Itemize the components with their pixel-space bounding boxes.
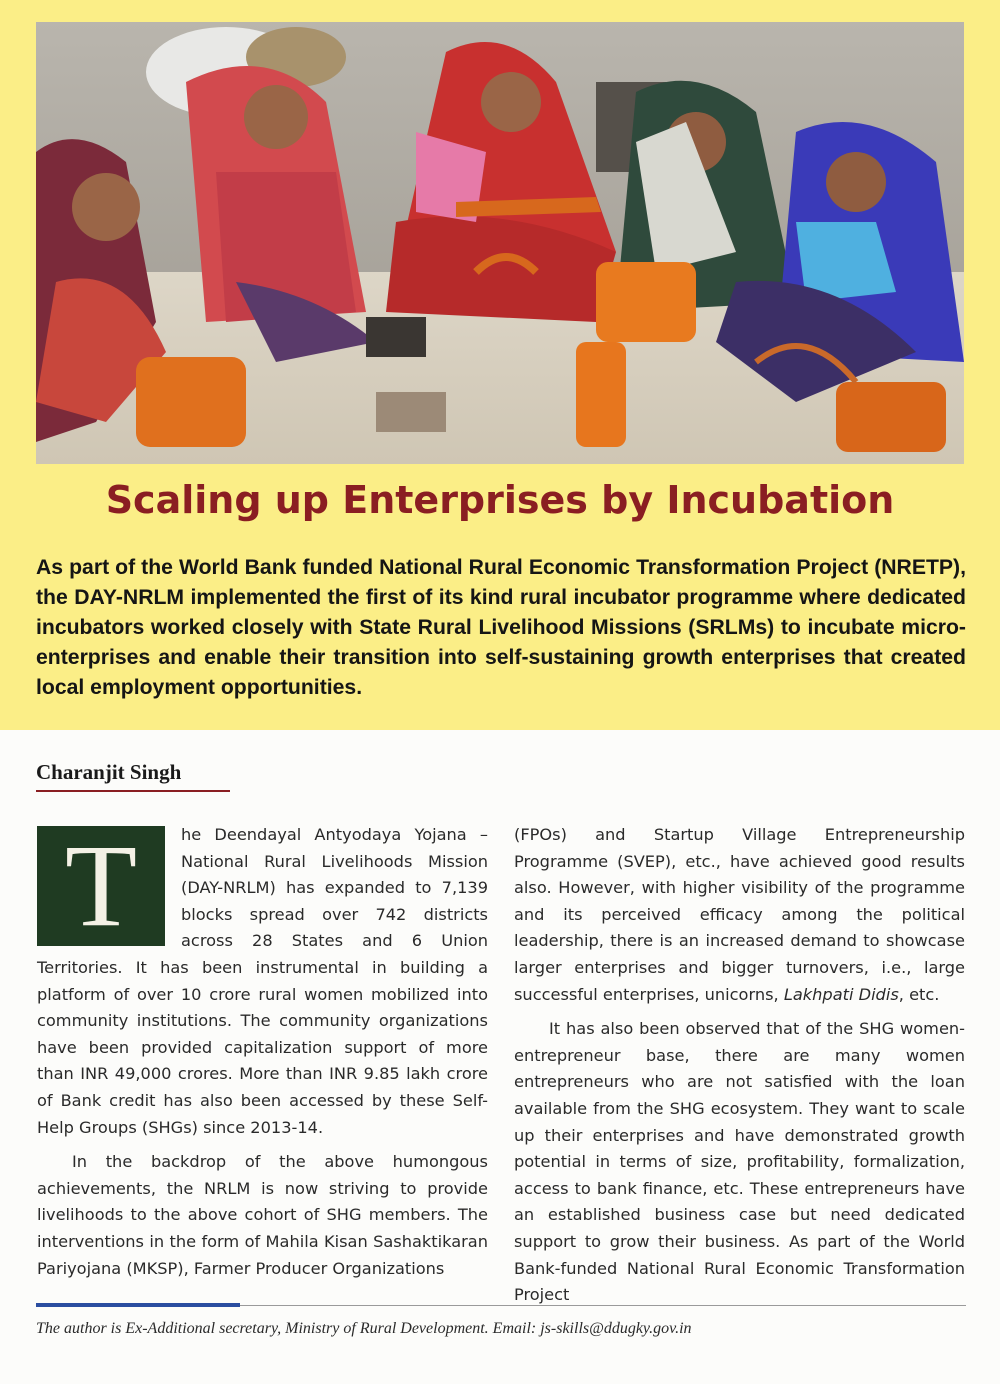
paragraph-3-ending: , etc. xyxy=(898,984,940,1004)
footnote-divider-accent xyxy=(36,1303,240,1307)
body-paragraph-3 xyxy=(514,822,965,1008)
body-paragraph-1 xyxy=(37,822,488,1141)
body-paragraph-2: In the backdrop of the above humongous achievements, the NRLM is now striving to provide livelihoods to the above cohort of SHG members. The interventions in the form of Mahila Kisan Sashaktikaran Pariyojana (MKSP), Farmer Producer Organizations xyxy=(37,1152,488,1278)
author-footnote: The author is Ex-Additional secretary, Ministry of Rural Development. Email: js-skills@ddugky.gov.in xyxy=(36,1320,692,1337)
body-paragraph-4: It has also been observed that of the SHG women-entrepreneur base, there are many women entrepreneurs who are not satisfied with the loan available from the SHG ecosystem. They want to scale up their enterprises and have demonstrated growth potential in terms of size, profitability, formalization, access to bank finance, etc. These entrepreneurs have an established business case but need dedicated support to grow their business. As part of the World Bank-funded National Rural Economic Transformation Project xyxy=(514,1019,965,1305)
author-name: Charanjit Singh xyxy=(36,760,182,784)
drop-cap: T xyxy=(37,826,165,946)
article-title: Scaling up Enterprises by Incubation xyxy=(105,478,895,522)
paragraph-1-text: he Deendayal Antyodaya Yojana – National Rural Livelihoods Mission (DAY-NRLM) has expanded to 7,139 blocks spread over 742 districts across 28 States and 6 Union Territories. It has been instrumental in building a platform of over 10 crore rural women mobilized into community institutions. The community organizations have been provided capitalization support of more than INR 49,000 crores. More than INR 9.85 lakh crore of Bank credit has also been accessed by these Self-Help Groups (SHGs) since 2013-14. xyxy=(37,825,488,1137)
photo-women-artisans-image xyxy=(36,22,964,464)
lakhpati-didis-term: Lakhpati Didis xyxy=(783,984,899,1004)
article-photo xyxy=(36,22,964,464)
byline-divider xyxy=(36,790,230,792)
paragraph-3-text: (FPOs) and Startup Village Entrepreneurship Programme (SVEP), etc., have achieved good results also. However, with higher visibility of the programme and its perceived efficacy among the political leadership, there is an increased demand to showcase larger enterprises and bigger turnovers, i.e., large successful enterprises, unicorns, xyxy=(514,825,965,1004)
body-column-left xyxy=(37,822,488,1282)
article-standfirst: As part of the World Bank funded National Rural Economic Transformation Project (NRETP), the DAY-NRLM implemented the first of its kind rural incubator programme where dedicated incubators worked closely with State Rural Livelihood Missions (SRLMs) to incubate micro-enterprises and enable their transition into self-sustaining growth enterprises that created local employment opportunities. xyxy=(36,556,966,699)
body-column-right xyxy=(514,822,965,1309)
